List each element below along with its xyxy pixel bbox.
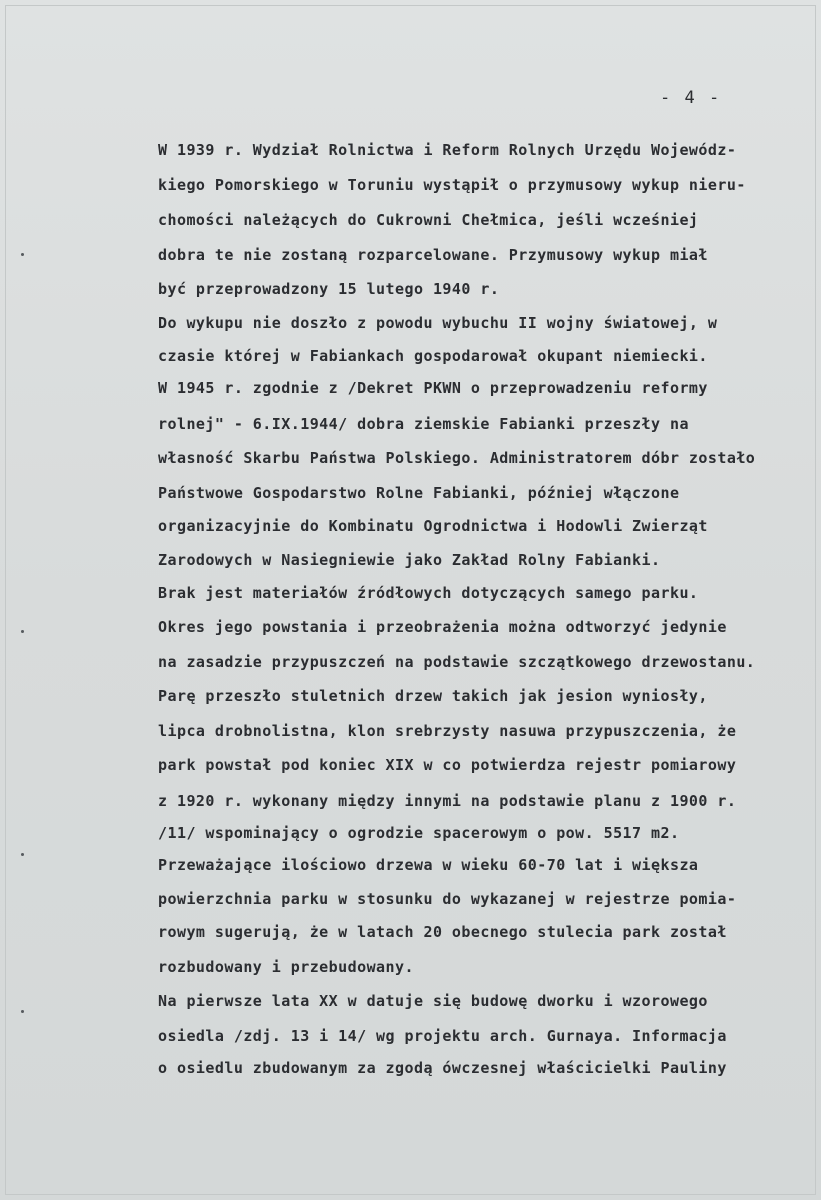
- margin-mark: [21, 853, 24, 856]
- text-line: kiego Pomorskiego w Toruniu wystąpił o przymusowy wykup nieru-: [158, 176, 746, 194]
- text-line: Na pierwsze lata XX w datuje się budowę dworku i wzorowego: [158, 992, 708, 1010]
- text-line: rozbudowany i przebudowany.: [158, 958, 414, 976]
- text-line: czasie której w Fabiankach gospodarował okupant niemiecki.: [158, 347, 708, 365]
- text-line: własność Skarbu Państwa Polskiego. Administratorem dóbr zostało: [158, 449, 756, 467]
- page-number: - 4 -: [660, 88, 722, 108]
- text-line: dobra te nie zostaną rozparcelowane. Przymusowy wykup miał: [158, 246, 708, 264]
- text-line: o osiedlu zbudowanym za zgodą ówczesnej właścicielki Pauliny: [158, 1059, 727, 1077]
- margin-mark: [21, 630, 24, 633]
- text-line: powierzchnia parku w stosunku do wykazanej w rejestrze pomia-: [158, 890, 737, 908]
- text-line: W 1939 r. Wydział Rolnictwa i Reform Rolnych Urzędu Wojewódz-: [158, 141, 737, 159]
- text-line: organizacyjnie do Kombinatu Ogrodnictwa i Hodowli Zwierząt: [158, 517, 708, 535]
- text-line: Państwowe Gospodarstwo Rolne Fabianki, później włączone: [158, 484, 680, 502]
- margin-mark: [21, 253, 24, 256]
- text-line: być przeprowadzony 15 lutego 1940 r.: [158, 280, 500, 298]
- text-line: z 1920 r. wykonany między innymi na podstawie planu z 1900 r.: [158, 792, 737, 810]
- text-line: Przeważające ilościowo drzewa w wieku 60-70 lat i większa: [158, 856, 699, 874]
- text-line: W 1945 r. zgodnie z /Dekret PKWN o przeprowadzeniu reformy: [158, 379, 708, 397]
- text-line: /11/ wspominający o ogrodzie spacerowym o pow. 5517 m2.: [158, 824, 680, 842]
- text-line: chomości należących do Cukrowni Chełmica, jeśli wcześniej: [158, 211, 699, 229]
- text-line: Zarodowych w Nasiegniewie jako Zakład Rolny Fabianki.: [158, 551, 661, 569]
- text-line: rolnej" - 6.IX.1944/ dobra ziemskie Fabianki przeszły na: [158, 415, 689, 433]
- text-line: Parę przeszło stuletnich drzew takich jak jesion wyniosły,: [158, 687, 708, 705]
- text-line: lipca drobnolistna, klon srebrzysty nasuwa przypuszczenia, że: [158, 722, 737, 740]
- text-line: na zasadzie przypuszczeń na podstawie szczątkowego drzewostanu.: [158, 653, 756, 671]
- margin-mark: [21, 1010, 24, 1013]
- text-line: Do wykupu nie doszło z powodu wybuchu II wojny światowej, w: [158, 314, 718, 332]
- text-line: park powstał pod koniec XIX w co potwierdza rejestr pomiarowy: [158, 756, 737, 774]
- text-line: osiedla /zdj. 13 i 14/ wg projektu arch. Gurnaya. Informacja: [158, 1027, 727, 1045]
- text-line: Brak jest materiałów źródłowych dotyczących samego parku.: [158, 584, 699, 602]
- text-line: rowym sugerują, że w latach 20 obecnego stulecia park został: [158, 923, 727, 941]
- text-line: Okres jego powstania i przeobrażenia można odtworzyć jedynie: [158, 618, 727, 636]
